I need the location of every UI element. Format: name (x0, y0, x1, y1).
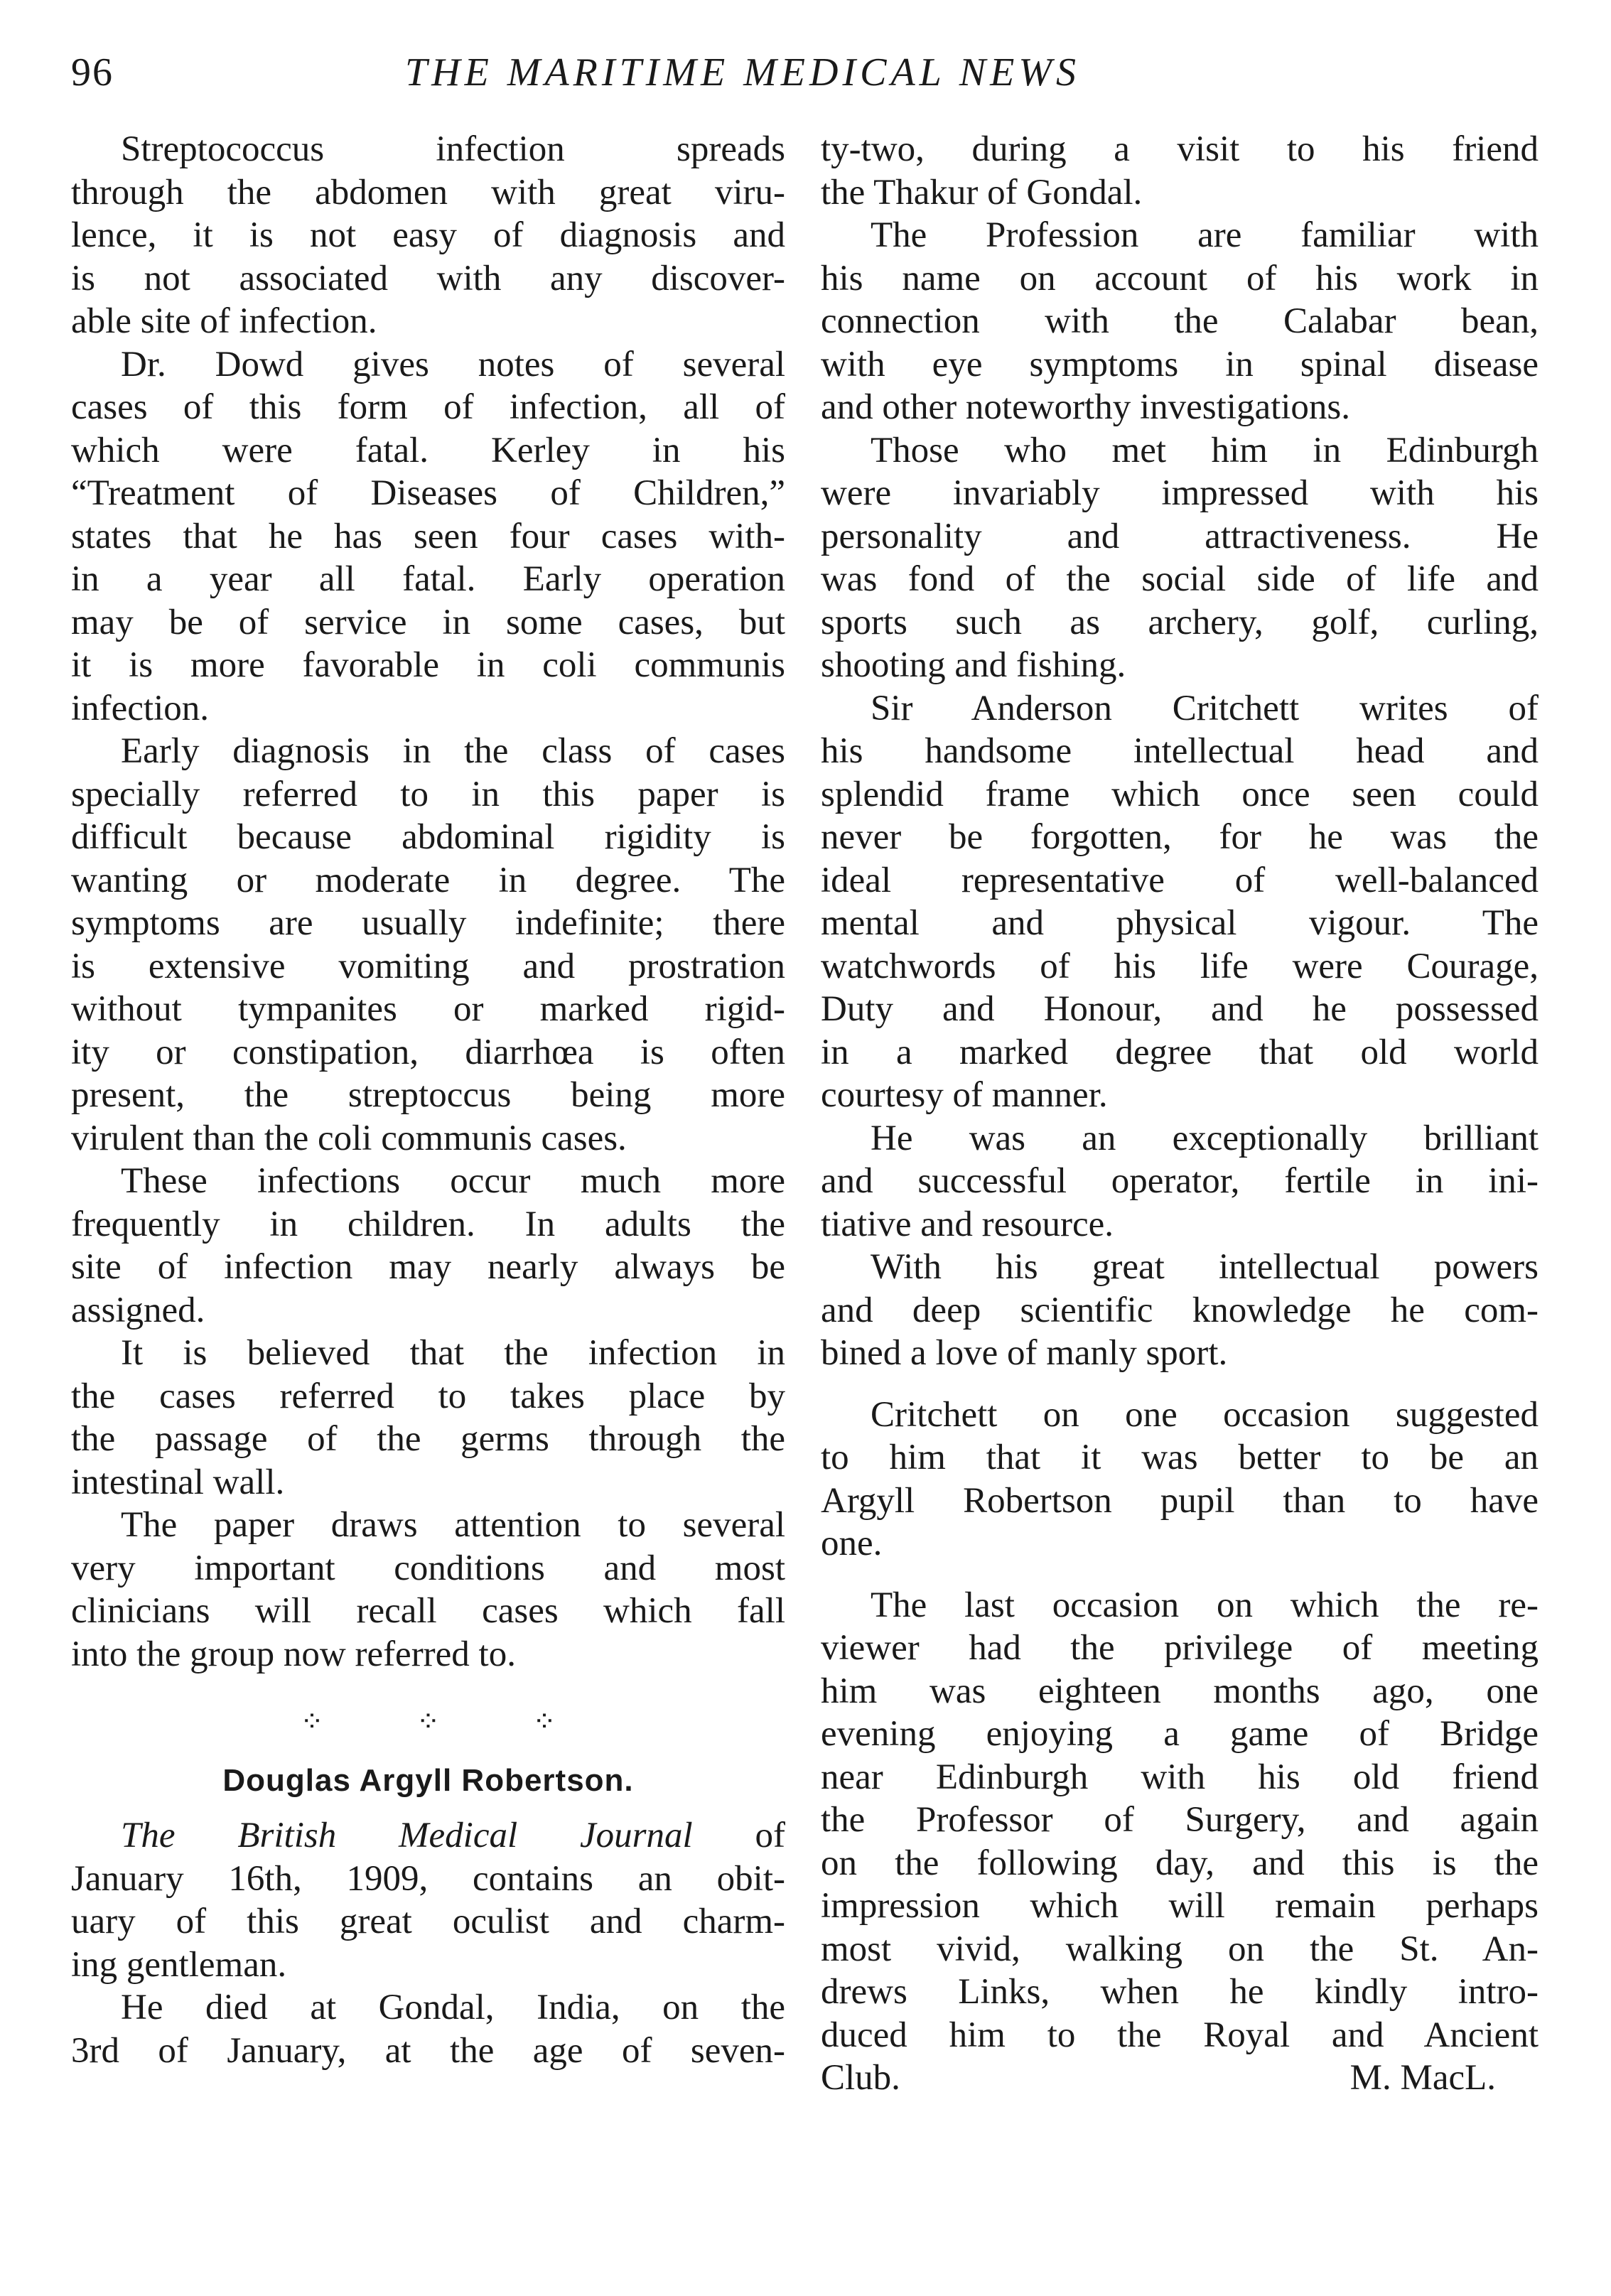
text-line: Critchett on one occasion suggested (871, 1394, 1539, 1435)
text-line: in a year all fatal. Early operation (71, 559, 785, 599)
text-line: the Professor of Surgery, and again (821, 1800, 1539, 1840)
text-line: clinicians will recall cases which fall (71, 1591, 785, 1631)
text-line: ideal representative of well-balanced (821, 860, 1539, 900)
text-line: Early diagnosis in the class of cases (121, 731, 785, 771)
text-line: was fond of the social side of life and (821, 559, 1539, 599)
text-line (71, 1814, 785, 1858)
text-line: the Thakur of Gondal. (821, 172, 1143, 212)
text-line: duced him to the Royal and Ancient (821, 2015, 1539, 2055)
text-line: is extensive vomiting and prostration (71, 946, 785, 986)
text-line: specially referred to in this paper is (71, 774, 785, 814)
text-line: ity or constipation, diarrhœa is often (71, 1032, 785, 1072)
text-line: connection with the Calabar bean, (821, 301, 1539, 341)
text-line: virulent than the coli communis cases. (71, 1118, 627, 1158)
text-line: intestinal wall. (71, 1462, 285, 1502)
text-line: and deep scientific knowledge he com- (821, 1290, 1539, 1330)
text-line: uary of this great oculist and charm- (71, 1902, 785, 1941)
text-line: evening enjoying a game of Bridge (821, 1714, 1539, 1754)
paragraph (71, 1160, 785, 1332)
text-line: his handsome intellectual head and (821, 731, 1539, 771)
text-line: Duty and Honour, and he possessed (821, 989, 1539, 1029)
text-line: ty-two, during a visit to his friend (821, 129, 1539, 169)
text-line: Argyll Robertson pupil than to have (821, 1480, 1539, 1521)
paragraph (821, 1246, 1539, 1375)
text-line: infection. (71, 688, 210, 728)
text-line: symptoms are usually indefinite; there (71, 903, 785, 943)
section-ornament: ⁘ ⁘ ⁘ (300, 1705, 599, 1737)
text-line: with eye symptoms in spinal disease (821, 344, 1539, 384)
text-line: able site of infection. (71, 301, 377, 341)
text-line: tiative and resource. (821, 1204, 1114, 1244)
text-line: With his great intellectual powers (871, 1247, 1539, 1287)
right-column (821, 128, 1539, 2100)
text-line: lence, it is not easy of diagnosis and (71, 215, 785, 255)
text-line: difficult because abdominal rigidity is (71, 817, 785, 857)
text-line: on the following day, and this is the (821, 1843, 1539, 1883)
journal-citation: The British Medical Journal (121, 1816, 693, 1855)
text-line: mental and physical vigour. The (821, 903, 1539, 943)
page-number: 96 (71, 50, 114, 95)
text-line: assigned. (71, 1290, 205, 1330)
text-line: it is more favorable in coli communis (71, 645, 785, 685)
paragraph (821, 687, 1539, 1117)
paragraph (71, 1504, 785, 1676)
paragraph (71, 1986, 785, 2072)
text-line: the cases referred to takes place by (71, 1376, 785, 1416)
text-line: wanting or moderate in degree. The (71, 860, 785, 900)
text-line: drews Links, when he kindly intro- (821, 1972, 1539, 2012)
text-line: The Profession are familiar with (871, 215, 1539, 255)
citation-suffix: of (755, 1816, 785, 1855)
text-line: cases of this form of infection, all of (71, 387, 785, 427)
text-line: ing gentleman. (71, 1944, 287, 1985)
paragraph (71, 1814, 785, 1986)
text-line: sports such as archery, golf, curling, (821, 602, 1539, 642)
author-signature: M. MacL. (1349, 2058, 1496, 2098)
text-line: states that he has seen four cases with- (71, 516, 785, 556)
paragraph (821, 1394, 1539, 1565)
section-heading: Douglas Argyll Robertson. (222, 1763, 634, 1798)
text-line: The paper draws attention to several (121, 1505, 785, 1545)
text-line: These infections occur much more (121, 1161, 785, 1201)
text-line: He was an exceptionally brilliant (871, 1118, 1539, 1158)
text-line: He died at Gondal, India, on the (121, 1988, 785, 2027)
text-line: most vivid, walking on the St. An- (821, 1929, 1539, 1969)
text-line: “Treatment of Diseases of Children,” (71, 473, 785, 513)
paragraph (821, 214, 1539, 429)
text-line: into the group now referred to. (71, 1634, 516, 1674)
journal-title: THE MARITIME MEDICAL NEWS (405, 50, 1080, 95)
text-line: impression which will remain perhaps (821, 1886, 1539, 1926)
text-line: one. (821, 1524, 883, 1563)
text-line: Sir Anderson Critchett writes of (871, 688, 1539, 728)
text-line: watchwords of his life were Courage, (821, 946, 1539, 986)
text-line: is not associated with any discover- (71, 258, 785, 298)
text-line: were invariably impressed with his (821, 473, 1539, 513)
text-line: and other noteworthy investigations. (821, 387, 1351, 427)
text-line: It is believed that the infection in (121, 1333, 785, 1373)
text-line: and successful operator, fertile in ini- (821, 1161, 1539, 1201)
text-line: shooting and fishing. (821, 645, 1126, 685)
text-line: near Edinburgh with his old friend (821, 1757, 1539, 1797)
paragraph-gap (821, 1565, 1539, 1584)
paragraph (71, 128, 785, 343)
text-line: in a marked degree that old world (821, 1032, 1539, 1072)
text-line: the passage of the germs through the (71, 1419, 785, 1459)
paragraph (71, 343, 785, 731)
text-line: very important conditions and most (71, 1548, 785, 1588)
text-line: may be of service in some cases, but (71, 602, 785, 642)
text-line: him was eighteen months ago, one (821, 1671, 1539, 1711)
text-line: viewer had the privilege of meeting (821, 1628, 1539, 1668)
text-line: site of infection may nearly always be (71, 1247, 785, 1287)
text-line: January 16th, 1909, contains an obit- (71, 1858, 785, 1899)
paragraph (821, 128, 1539, 214)
text-line: frequently in children. In adults the (71, 1204, 785, 1244)
paragraph (821, 429, 1539, 687)
left-column (71, 128, 785, 2072)
final-word: Club. (821, 2058, 900, 2098)
text-line: Streptococcus infection spreads (121, 129, 785, 169)
text-line: without tympanites or marked rigid- (71, 989, 785, 1029)
text-line: courtesy of manner. (821, 1075, 1108, 1115)
paragraph (821, 1117, 1539, 1246)
text-line: splendid frame which once seen could (821, 774, 1539, 814)
text-line: bined a love of manly sport. (821, 1333, 1228, 1373)
text-line: personality and attractiveness. He (821, 516, 1539, 556)
text-line: Those who met him in Edinburgh (871, 430, 1539, 470)
text-line: his name on account of his work in (821, 258, 1539, 298)
text-line: 3rd of January, at the age of seven- (71, 2030, 785, 2071)
text-line: never be forgotten, for he was the (821, 817, 1539, 857)
paragraph (821, 1584, 1539, 2100)
paragraph (71, 730, 785, 1160)
text-line: The last occasion on which the re- (871, 1585, 1539, 1625)
text-line: present, the streptoccus being more (71, 1075, 785, 1115)
paragraph-gap (821, 1375, 1539, 1394)
text-line: Dr. Dowd gives notes of several (121, 344, 785, 384)
paragraph (71, 1332, 785, 1504)
page-header (71, 50, 1208, 114)
closing-line (821, 2057, 1539, 2100)
text-line: to him that it was better to be an (821, 1438, 1539, 1477)
text-line: through the abdomen with great viru- (71, 172, 785, 212)
text-line: which were fatal. Kerley in his (71, 430, 785, 470)
